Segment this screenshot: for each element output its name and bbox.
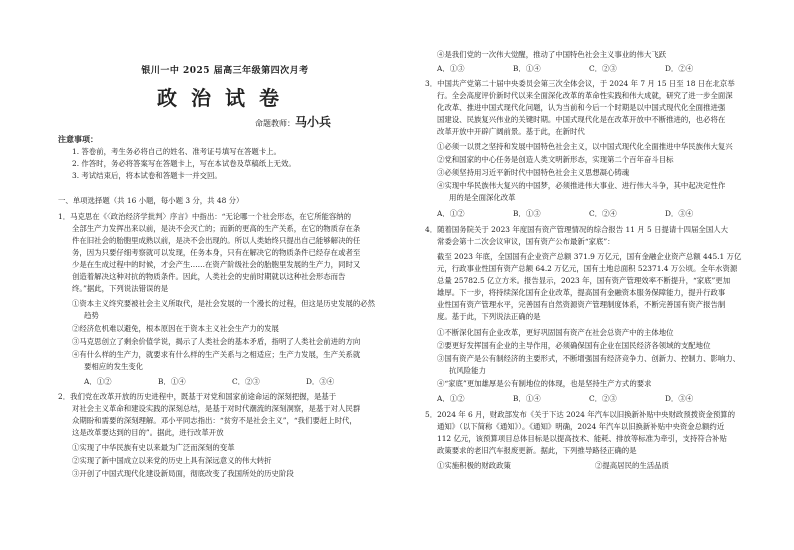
author-label: 命题教师： [255,119,295,128]
option-line: ④是我们党的一次伟大觉醒，推动了中国特色社会主义事业的伟大飞跃 [437,50,667,59]
question-line: 件在旧社会的胎胞里成熟以前，是决不会出现的。所以人类始终只提出自己能够解决的任 [72,236,361,245]
question-line: 3．中国共产党第二十届中央委员会第三次全体会议，于 2024 年 7 月 15 日至 18 日在北京举 [425,79,735,88]
option-line: ①必须一以贯之坚持和发展中国特色社会主义，以中国式现代化全面推进中华民族伟大复兴 [437,142,733,151]
author-line [255,113,331,130]
option-line: ④有什么样的生产力，就要求有什么样的生产关系与之相适应；生产力发展，生产关系就 [72,350,361,359]
question-line: 通知》（以下简称《通知》）。《通知》明确，2024 年汽车以旧换新补贴中央资金总额约近 [437,422,725,431]
question-line: 行。全会高度评价新时代以来全面深化改革的革命性实践和伟大成就，研究了进一步全面深 [437,91,733,100]
question-line: 业性国有资产管理水平，完善国有自然资源资产管理制度体系，不断完善国有资产报告制 [437,300,726,309]
school-exam-line: 银川一中 2025 届高三年级第四次月考 [141,66,309,76]
answer-choice: D．③④ [665,394,694,403]
question-line: 5．2024 年 6 月，财政部发布《关于下达 2024 年汽车以旧换新补贴中央财政预拨资金预算的 [425,410,736,419]
question-line: 常委会第十二次会议审议，国有资产公布最新“家底”： [437,237,615,246]
question-line: 终。”据此，下列说法错误的是 [72,284,169,293]
question-line: 112 亿元，该预算项目总体目标是以提高技术、能耗、排放等标准为牵引，支持符合补贴 [437,434,727,443]
question-line: 众期盼和需要的深刻理解。邓小平同志指出：“贫穷不是社会主义”，“我们要赶上时代， [72,416,357,425]
answer-choice: B．①③ [513,209,541,218]
answer-choice: C．②③ [589,64,617,73]
question-line: 国建设、民族复兴伟业的关键时期。中国式现代化是在改革开放中不断推进的，也必将在 [437,115,726,124]
option-line: ④“家底”更加雄厚是公有制地位的体现，也是坚持生产方式的要求 [437,379,652,388]
answer-choice: A．①② [437,394,465,403]
question-line: 总量 25782.5 亿立方米。报告显示，2023 年，国有资产管理效率不断提升，“家底”更加 [437,276,731,285]
notice-heading: 注意事项： [58,134,98,144]
option-line: ③马克思创立了剩余价值学说，揭示了人类社会的基本矛盾，指明了人类社会前进的方向 [72,337,361,346]
answer-choice: C．②④ [589,209,617,218]
option-line: 抗风险能力 [449,366,486,375]
option-line: ②实现了新中国成立以来党的历史上具有深远意义的伟大转折 [72,456,272,465]
answer-choice: A．①② [84,377,112,386]
page-title: 政治试卷 [157,86,293,110]
answer-choice: D．③④ [665,209,694,218]
notice-item: 1. 答卷前，考生务必将自己的姓名、准考证号填写在答题卡上。 [72,147,281,156]
answer-choice: A．①③ [437,64,465,73]
question-line: 政策要求的老旧汽车报废更新。据此，下列推导路径正确的是 [437,446,637,455]
option-line: ②经济危机难以避免，根本原因在于资本主义社会生产力的发展 [72,324,279,333]
question-line: 这是改革要达到的目的”。据此，进行改革开放 [72,428,224,437]
answer-choice: A．①② [437,209,465,218]
notice-item: 3. 考试结束后，将本试卷和答题卡一并交回。 [72,171,222,180]
section-heading: 一、单项选择题（共 16 小题，每小题 3 分，共 48 分） [58,196,244,205]
answer-choice: D．③④ [306,377,335,386]
option-line: ①资本主义终究要被社会主义所取代，是社会发展的一个漫长的过程，但这是历史发展的必然 [72,299,376,308]
question-line: 化改革、推进中国式现代化问题，认为当前和今后一个时期是以中国式现代化全面推进强 [437,103,726,112]
author-name: 马小兵 [295,115,332,129]
question-line: 1．马克思在《〈政治经济学批判〉序言》中指出：“无论哪一个社会形态，在它所能容纳的 [58,212,352,221]
answer-choice: B．①④ [158,377,186,386]
answer-choice: B．①④ [513,394,541,403]
question-line: 2．我们党在改革开放的历史进程中，既基于对党和国家前途命运的深刻把握，是基于 [58,392,337,401]
option-line: ④实现中华民族伟大复兴的中国梦，必须推进伟大事业、进行伟大斗争，其中起决定性作 [437,181,726,190]
question-line: 4．随着国务院关于 2023 年度国有资产管理情况的综合报告 11 月 5 日提请十四届全国人大 [425,225,728,234]
answer-choice: D．②④ [665,64,694,73]
option-line: ②提高居民的生活品质 [595,461,669,470]
question-line: 全部生产力发挥出来以前，是决不会灭亡的；而新的更高的生产关系，在它的物质存在条 [72,224,361,233]
option-line: ②党和国家的中心任务是创造人类文明新形态，实现第二个百年奋斗目标 [437,155,674,164]
notice-item: 2. 作答时，务必将答案写在答题卡上，写在本试卷及草稿纸上无效。 [72,159,296,168]
question-line: 改革开放中开辟广阔前景。基于此，在新时代 [437,127,585,136]
question-line: 创造着解决这种对抗的物质条件。因此，人类社会的史前时期就以这种社会形态而告 [72,272,346,281]
question-line: 务，因为只要仔细考察就可以发现，任务本身，只有在解决它的物质条件已经存在或者至 [72,248,361,257]
question-line: 元，行政事业性国有资产总额 64.2 万亿元，国有土地总面积 52371.4 万公顷。全年水资源 [437,264,738,273]
option-line: ③国有资产是公有制经济的主要形式，不断增强国有经济竞争力、创新力、控制力、影响力、 [437,354,741,363]
answer-choice: B．①④ [513,64,541,73]
option-line: 要相应的发生变化 [84,362,144,371]
option-line: 用的是全面深化改革 [449,193,516,202]
question-line: 截至 2023 年底，全国国有企业资产总额 371.9 万亿元，国有金融企业资产总额 445.1 万亿 [437,252,742,261]
option-line: ①实现了中华民族有史以来最为广泛而深刻的变革 [72,443,235,452]
question-line: 少是在生成过程中的时候，才会产生……在资产阶级社会的胎胞里发展的生产力，同时又 [72,260,361,269]
option-line: ①不断深化国有企业改革，更好巩固国有资产在社会总资产中的主体地位 [437,328,674,337]
answer-choice: C．②③ [232,377,260,386]
question-line: 度。基于此，下列说法正确的是 [437,312,541,321]
option-line: ③必须坚持用习近平新时代中国特色社会主义思想凝心铸魂 [437,168,630,177]
option-line: ②要更好发挥国有企业的主导作用，必须确保国有企业在国民经济各领域的支配地位 [437,341,711,350]
question-line: 对社会主义革命和建设实践的深刻总结，是基于对时代潮流的深刻洞察，是基于对人民群 [72,404,361,413]
option-line: 趋势 [84,311,99,320]
option-line: ①实施积极的财政政策 [437,461,511,470]
question-line: 雄厚。下一步，将持续深化国有企业改革，提高国有金融资本服务保障能力，提升行政事 [437,288,726,297]
answer-choice: C．②③ [589,394,617,403]
option-line: ③开创了中国式现代化建设新局面，彻底改变了我国所处的历史阶段 [72,469,294,478]
